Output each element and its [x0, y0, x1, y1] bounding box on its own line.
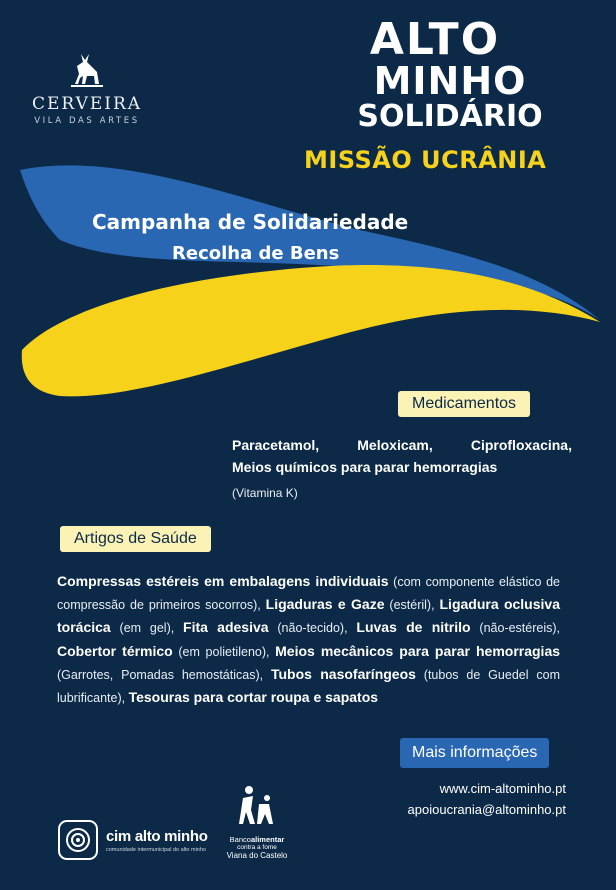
- med-item: Meloxicam,: [357, 437, 433, 453]
- ukraine-flag-wave: [0, 160, 616, 410]
- artigos-list: [57, 570, 560, 709]
- cerveira-tagline: VILA DAS ARTES: [34, 116, 140, 126]
- email-link[interactable]: apoioucrania@altominho.pt: [407, 802, 566, 817]
- banco-alimentar-logo: [224, 784, 290, 860]
- medicamentos-label: Medicamentos: [398, 391, 530, 417]
- artigo-item: Fita adesiva: [183, 619, 269, 636]
- artigo-detail: (estéril),: [384, 598, 440, 613]
- artigo-item: Meios mecânicos para parar hemorragias: [275, 642, 561, 659]
- contact-block: [408, 778, 566, 820]
- title-line-1: ALTO: [369, 14, 501, 65]
- med-item: Paracetamol,: [232, 437, 320, 453]
- artigo-detail: (em polietileno),: [172, 644, 276, 659]
- cerveira-name: CERVEIRA: [31, 94, 143, 114]
- med-item: Ciprofloxacina,: [470, 437, 572, 453]
- artigo-detail: (com componente elástico de compressão de primeiros socorros),: [57, 575, 560, 613]
- title-line-3: SOLIDÁRIO: [357, 99, 543, 134]
- mission-title: MISSÃO UCRÂNIA: [304, 146, 547, 174]
- banco-slogan: contra a fome: [237, 844, 277, 851]
- alimentar-word: alimentar: [250, 835, 285, 844]
- artigo-item: Compressas estéreis em embalagens individuais: [57, 573, 389, 589]
- artigo-item: Luvas de nitrilo: [356, 619, 471, 636]
- cim-logo: [58, 820, 208, 860]
- banco-word: Banco: [229, 835, 251, 844]
- deer-icon: [67, 50, 107, 90]
- cim-name: cim alto minho: [106, 827, 208, 845]
- title-line-2: MINHO: [373, 59, 527, 103]
- website-link[interactable]: www.cim-altominho.pt: [439, 781, 566, 796]
- medicamentos-list: [232, 434, 572, 478]
- artigo-item: Ligadura oclusiva torácica: [57, 596, 560, 636]
- campaign-title: Campanha de Solidariedade: [92, 210, 409, 234]
- cim-spiral-icon: [58, 820, 98, 860]
- artigo-detail: (Garrotes, Pomadas hemostáticas),: [57, 667, 271, 682]
- artigo-detail: (não-tecido),: [268, 621, 357, 636]
- banco-city: Viana do Castelo: [226, 851, 288, 860]
- artigos-label: Artigos de Saúde: [60, 526, 211, 552]
- banco-figures-icon: [235, 784, 279, 828]
- artigo-item: Tesouras para cortar roupa e sapatos: [128, 689, 379, 706]
- artigo-item: Tubos nasofaríngeos: [270, 665, 416, 682]
- artigo-item: Cobertor térmico: [57, 642, 173, 659]
- cim-subtitle: comunidade intermunicipal do alto minho: [106, 846, 206, 853]
- med-line-2: Meios químicos para parar hemorragias: [232, 459, 498, 475]
- artigo-detail: (não-estéreis),: [470, 621, 561, 636]
- more-info-label: Mais informações: [400, 738, 549, 768]
- artigo-item: Ligaduras e Gaze: [265, 596, 385, 613]
- artigo-detail: (em gel),: [110, 621, 184, 636]
- campaign-subtitle: Recolha de Bens: [172, 243, 340, 264]
- artigo-detail: (tubos de Guedel com lubrificante),: [57, 667, 560, 706]
- campaign-logo: [300, 14, 570, 134]
- medicamentos-note: (Vitamina K): [232, 486, 298, 500]
- cerveira-logo: [22, 50, 152, 126]
